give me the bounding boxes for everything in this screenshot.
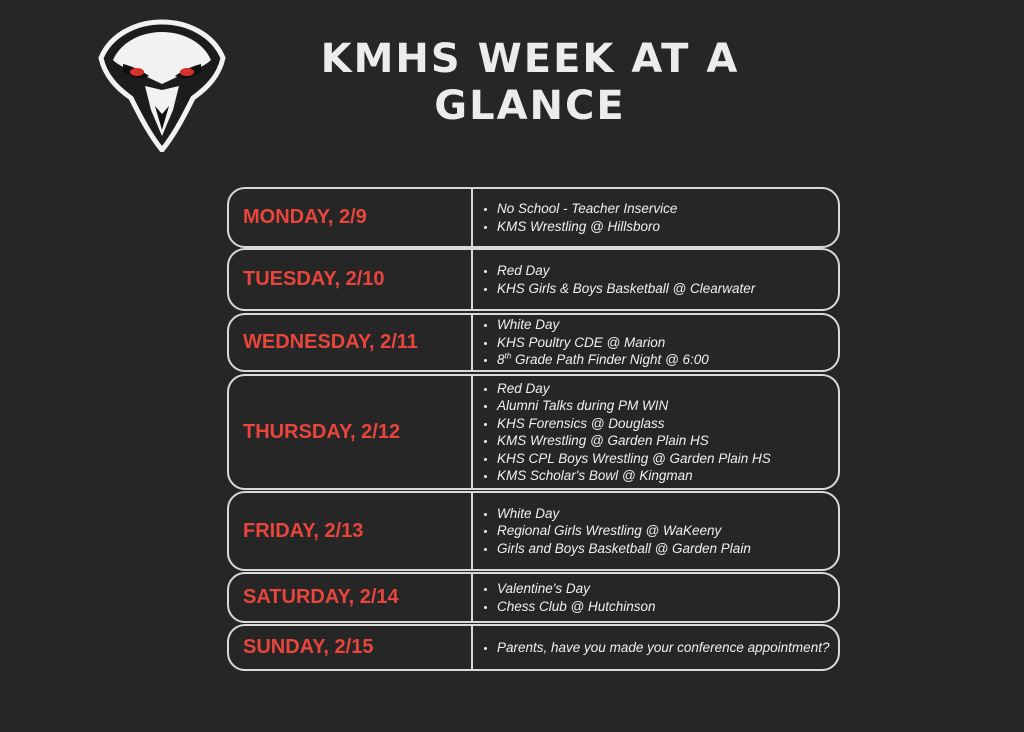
day-row-tuesday	[227, 248, 840, 311]
event-item: • KMS Wrestling @ Garden Plain HS	[497, 432, 830, 450]
event-list	[475, 189, 830, 246]
day-row-monday	[227, 187, 840, 248]
event-item: • KMS Wrestling @ Hillsboro	[497, 218, 830, 236]
day-row-thursday	[227, 374, 840, 490]
day-row-wednesday	[227, 313, 840, 372]
day-row-sunday	[227, 624, 840, 671]
event-list	[475, 376, 830, 488]
day-label: THURSDAY, 2/12	[229, 376, 473, 488]
day-label: WEDNESDAY, 2/11	[229, 315, 473, 370]
title-line-1: KMHS WEEK AT A	[320, 36, 740, 82]
event-text: Grade Path Finder Night @ 6:00	[514, 352, 709, 368]
day-row-saturday	[227, 572, 840, 623]
event-item: • Regional Girls Wrestling @ WaKeeny	[497, 522, 830, 540]
ordinal-suffix: th	[504, 351, 512, 361]
event-item: • KHS Poultry CDE @ Marion	[497, 334, 830, 352]
event-list	[475, 493, 830, 569]
day-label: TUESDAY, 2/10	[229, 250, 473, 309]
page-title	[240, 36, 820, 130]
event-item	[497, 351, 830, 369]
event-list	[475, 315, 830, 370]
event-item: • KHS Forensics @ Douglass	[497, 415, 830, 433]
event-item: • Girls and Boys Basketball @ Garden Plain	[497, 540, 830, 558]
event-item: • Red Day	[497, 380, 830, 398]
day-row-friday	[227, 491, 840, 571]
event-item: • Alumni Talks during PM WIN	[497, 397, 830, 415]
event-item: • No School - Teacher Inservice	[497, 200, 830, 218]
title-line-2: GLANCE	[434, 83, 626, 129]
event-item: • KMS Scholar's Bowl @ Kingman	[497, 467, 830, 485]
event-item: • White Day	[497, 505, 830, 523]
day-label: SATURDAY, 2/14	[229, 574, 473, 621]
event-list	[475, 574, 830, 621]
event-item: • Chess Club @ Hutchinson	[497, 598, 830, 616]
hawk-logo	[97, 18, 227, 152]
day-label: FRIDAY, 2/13	[229, 493, 473, 569]
event-item: • Red Day	[497, 262, 830, 280]
event-item: • White Day	[497, 316, 830, 334]
event-item: • Parents, have you made your conference appointment?	[497, 639, 830, 657]
day-label: SUNDAY, 2/15	[229, 626, 473, 669]
ordinal-number: 8	[497, 352, 505, 368]
event-item: • KHS Girls & Boys Basketball @ Clearwater	[497, 280, 830, 298]
event-list	[475, 626, 830, 669]
day-label: MONDAY, 2/9	[229, 189, 473, 246]
event-item: • Valentine's Day	[497, 580, 830, 598]
event-item: • KHS CPL Boys Wrestling @ Garden Plain HS	[497, 450, 830, 468]
event-list	[475, 250, 830, 309]
